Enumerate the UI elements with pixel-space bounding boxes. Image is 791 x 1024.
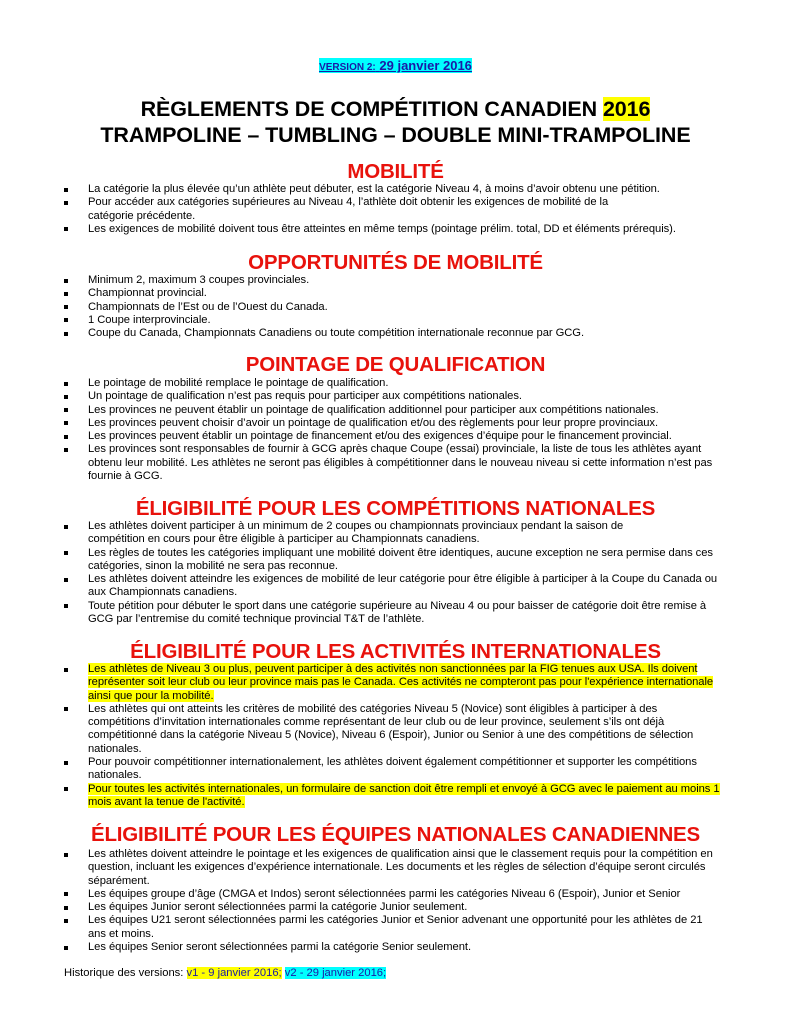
list-item: Les provinces ne peuvent établir un pointage de qualification additionnel pour participer aux compétitions nationales. bbox=[0, 404, 720, 417]
heading-opportunites: OPPORTUNITÉS DE MOBILITÉ bbox=[248, 251, 543, 274]
list-item: Les exigences de mobilité doivent tous être atteintes en même temps (pointage prélim. total, DD et éléments prérequis). bbox=[0, 223, 720, 236]
version-highlight bbox=[319, 58, 472, 73]
list-item: Pour pouvoir compétitionner internationalement, les athlètes doivent également compétitionner et supporter les compétitions nationales. bbox=[0, 756, 720, 783]
list-item: Championnats de l’Est ou de l’Ouest du Canada. bbox=[0, 301, 720, 314]
list-item: Les équipes Junior seront sélectionnées parmi la catégorie Junior seulement. bbox=[0, 901, 720, 914]
list-item: 1 Coupe interprovinciale. bbox=[0, 314, 720, 327]
title-prefix: RÈGLEMENTS DE COMPÉTITION CANADIEN bbox=[140, 97, 598, 121]
title-year: 2016 bbox=[602, 97, 651, 121]
heading-equipes: ÉLIGIBILITÉ POUR LES ÉQUIPES NATIONALES CANADIENNES bbox=[90, 823, 701, 846]
highlighted-text: Pour toutes les activités internationales, un formulaire de sanction doit être rempli et envoyé à GCG avec le paiement au moins 1 mois avant la tenue de l'activité. bbox=[88, 782, 720, 808]
list-item: Championnat provincial. bbox=[0, 287, 720, 300]
list-item: Minimum 2, maximum 3 coupes provinciales. bbox=[0, 274, 720, 287]
list-item bbox=[0, 783, 720, 810]
heading-pointage: POINTAGE DE QUALIFICATION bbox=[245, 353, 546, 376]
version-label: VERSION 2: bbox=[319, 62, 376, 73]
document-title-line-1 bbox=[0, 96, 791, 122]
list-item: Les équipes U21 seront sélectionnées parmi les catégories Junior et Senior advenant une opportunité pour les athlètes de 21 ans et moins. bbox=[0, 914, 720, 941]
list-item: Le pointage de mobilité remplace le pointage de qualification. bbox=[0, 377, 720, 390]
list-item: Un pointage de qualification n’est pas requis pour participer aux compétitions nationales. bbox=[0, 390, 720, 403]
list-nationales bbox=[0, 520, 791, 626]
list-item: Les règles de toutes les catégories impliquant une mobilité doivent être identiques, aucune exception ne sera permise dans ces catégories, sinon la mobilité ne sera pas reconnue. bbox=[0, 547, 720, 574]
heading-nationales: ÉLIGIBILITÉ POUR LES COMPÉTITIONS NATIONALES bbox=[135, 497, 656, 520]
history-v2: v2 - 29 janvier 2016; bbox=[284, 967, 387, 979]
heading-internationales: ÉLIGIBILITÉ POUR LES ACTIVITÉS INTERNATIONALES bbox=[130, 640, 661, 663]
heading-mobilite: MOBILITÉ bbox=[347, 160, 444, 183]
document-title-line-2: TRAMPOLINE – TUMBLING – DOUBLE MINI-TRAMPOLINE bbox=[100, 123, 691, 147]
history-v1: v1 - 9 janvier 2016; bbox=[186, 967, 282, 979]
list-opportunites bbox=[0, 274, 791, 340]
version-date: 29 janvier 2016 bbox=[379, 58, 472, 73]
history-label: Historique des versions: bbox=[64, 967, 184, 979]
list-item bbox=[0, 663, 720, 703]
version-history bbox=[64, 967, 386, 980]
list-pointage bbox=[0, 377, 791, 483]
list-item: Les athlètes doivent atteindre le pointage et les exigences de qualification ainsi que le classement requis pour la compétition en question, incluant les exigences d’expérience internationale. Les documents et les règles de sélection d’équipe seront circulés séparément. bbox=[0, 848, 720, 888]
highlighted-text: Les athlètes de Niveau 3 ou plus, peuvent participer à des activités non sanctionnées par la FIG tenues aux USA. Ils doivent représenter soit leur club ou leur province mais pas le Canada. Ces activités ne compteront pas pour l'expérience internationale ainsi que pour la mobilité. bbox=[88, 663, 714, 702]
list-item: Les équipes groupe d’âge (CMGA et Indos) seront sélectionnées parmi les catégories Niveau 6 (Espoir), Junior et Senior bbox=[0, 888, 720, 901]
list-item: Coupe du Canada, Championnats Canadiens ou toute compétition internationale reconnue par GCG. bbox=[0, 327, 720, 340]
list-item: Les athlètes doivent participer à un minimum de 2 coupes ou championnats provinciaux pendant la saison de compétition en cours pour être éligible à participer au Championnats canadiens. bbox=[0, 520, 648, 547]
list-item: Les athlètes doivent atteindre les exigences de mobilité de leur catégorie pour être éligible à participer à la Coupe du Canada ou aux Championnats canadiens. bbox=[0, 573, 720, 600]
version-line bbox=[0, 58, 791, 73]
list-item: Les provinces sont responsables de fournir à GCG après chaque Coupe (essai) provinciale, la liste de tous les athlètes ayant obtenu leur mobilité. Les athlètes ne seront pas éligibles à compétitionner dans le nouveau niveau si cette information n’est pas fournie à GCG. bbox=[0, 443, 720, 483]
list-equipes bbox=[0, 848, 791, 954]
list-item: La catégorie la plus élevée qu’un athlète peut débuter, est la catégorie Niveau 4, à moins d’avoir obtenu une pétition. bbox=[0, 183, 720, 196]
list-item: Les provinces peuvent établir un pointage de financement et/ou des exigences d’équipe pour le financement provincial. bbox=[0, 430, 720, 443]
list-item: Pour accéder aux catégories supérieures au Niveau 4, l’athlète doit obtenir les exigences de mobilité de la catégorie précédente. bbox=[0, 196, 628, 223]
list-mobilite bbox=[0, 183, 791, 236]
list-internationales bbox=[0, 663, 791, 809]
list-item: Les athlètes qui ont atteints les critères de mobilité des catégories Niveau 5 (Novice) sont éligibles à participer à des compétitions d’invitation internationales comme représentant de leur club ou de leur province, seulement s’ils ont déjà compétitionné dans la catégorie Niveau 5 (Novice), Niveau 6 (Espoir), Junior ou Senior à une des compétitions de sélection nationales. bbox=[0, 703, 720, 756]
list-item: Les provinces peuvent choisir d’avoir un pointage de qualification et/ou des règlements pour leur propre provinciaux. bbox=[0, 417, 720, 430]
list-item: Les équipes Senior seront sélectionnées parmi la catégorie Senior seulement. bbox=[0, 941, 720, 954]
list-item: Toute pétition pour débuter le sport dans une catégorie supérieure au Niveau 4 ou pour baisser de catégorie doit être remise à GCG par l’entremise du comité technique provincial T&T de l’athlète. bbox=[0, 600, 720, 627]
